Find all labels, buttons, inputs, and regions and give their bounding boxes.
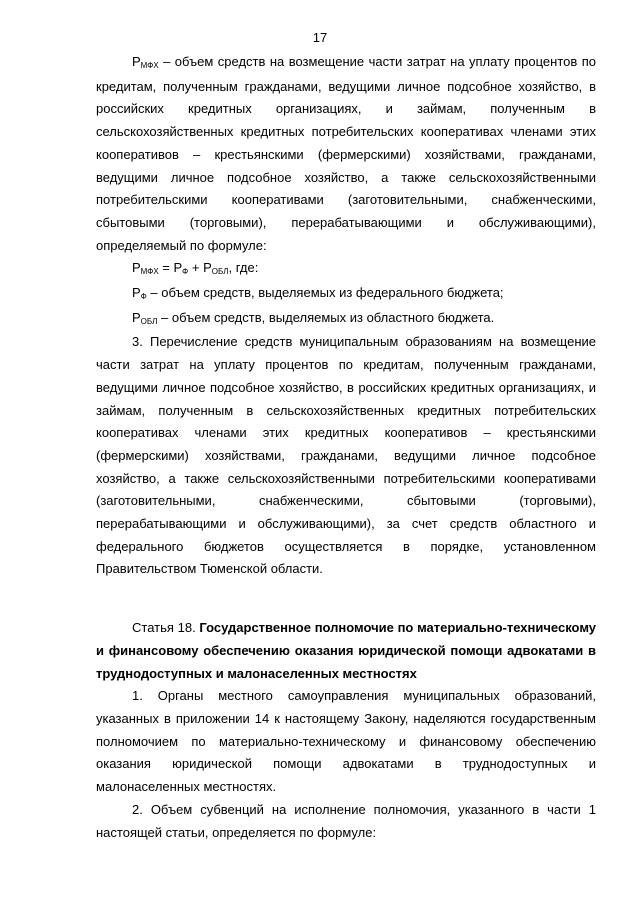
variable-subscript: МФХ [140,61,159,70]
article-paragraph-1: 1. Органы местного самоуправления муниципальных образований, указанных в приложении 14 к настоящему Закону, наделяются государственным полномочием по материально-техническому и финансовому обеспечению оказания юридической помощи адвокатами в труднодоступных и малонаселенных местностях. [96,688,596,795]
section-gap [96,581,596,617]
paragraph-text: – объем средств на возмещение части затрат на уплату процентов по кредитам, полученным гражданами, ведущими личное подсобное хозяйство, в российских кредитных организациях, и займам, полученным в сельскохозяйственных кредитных потребительских кооперативах членами этих кооперативов – крестьянскими (фермерскими) хозяйствами, гражданами, ведущими личное подсобное хозяйство, а также сельскохозяйственными потребительскими кооперативами (заготовительными, снабженческими, сбытовыми (торговыми), перерабатывающими и обслуживающими), определяемый по формуле: [96,54,596,253]
definition-rf [96,282,596,307]
paragraph-3-transfer: 3. Перечисление средств муниципальным образованиям на возмещение части затрат на уплату процентов по кредитам, полученным гражданами, ведущими личное подсобное хозяйство, в российских кредитных организациях, и займам, полученным в сельскохозяйственных кредитных потребительских кооперативах членами этих кредитных кооперативов – крестьянскими (фермерскими) хозяйствами, гражданами, ведущими личное подсобное хозяйство, а также сельскохозяйственными потребительскими кооперативами (заготовительными, снабженческими, сбытовыми (торговыми), перерабатывающими и обслуживающими), за счет средств областного и федерального бюджетов осуществляется в порядке, установленном Правительством Тюменской области. [96,334,596,577]
variable-symbol: Р [132,285,141,301]
variable-symbol: Р [132,309,141,325]
article-18-heading [96,617,596,685]
definition-robl [96,307,596,332]
document-body [96,51,596,844]
article-label: Статья 18. [132,620,200,636]
variable-subscript: Ф [140,292,147,302]
definition-text: – объем средств, выделяемых из областного бюджета. [157,309,495,325]
variable-symbol: Р [132,54,141,69]
definition-text: – объем средств, выделяемых из федерального бюджета; [146,285,504,301]
formula-tail: , где: [228,260,259,276]
article-paragraph-2: 2. Объем субвенций на исполнение полномочия, указанного в части 1 настоящей статьи, определяется по формуле: [96,801,596,840]
variable-subscript: ОБЛ [140,316,158,326]
paragraph-rmfh-definition [96,51,596,257]
article-title: Государственное полномочие по материально-техническому и финансовому обеспечению оказания юридической помощи адвокатами в труднодоступных и малонаселенных местностях [96,620,597,681]
formula-rmfh [96,257,596,282]
formula-operator: = Р [158,260,183,276]
formula-operator: + Р [188,260,212,276]
page-number: 17 [312,30,328,45]
formula-subscript: Ф [182,267,189,277]
formula-symbol: Р [132,260,141,276]
formula-subscript: ОБЛ [211,267,229,277]
formula-subscript: МФХ [140,267,159,277]
